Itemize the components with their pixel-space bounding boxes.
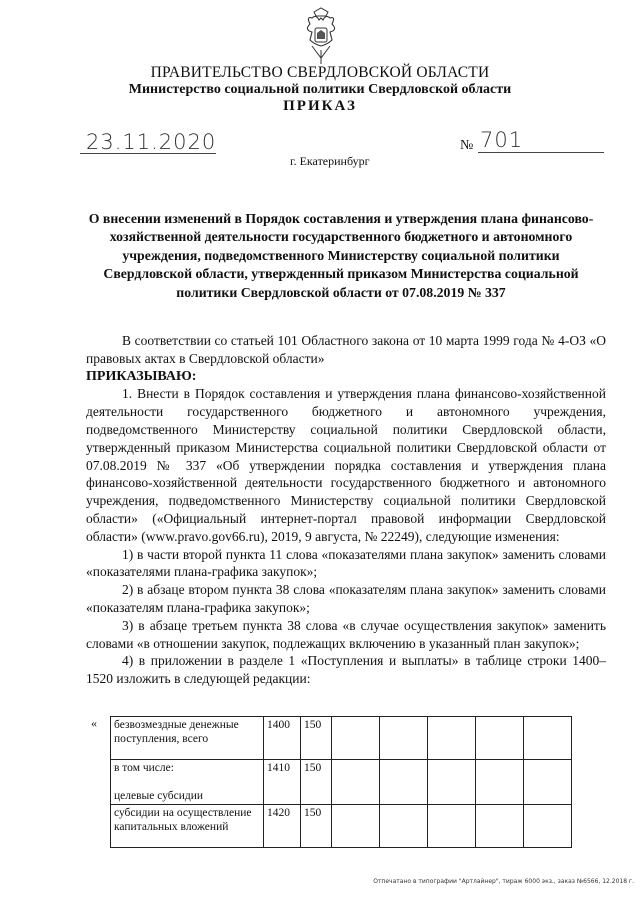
row-code: 1400 (264, 717, 301, 760)
document-type: ПРИКАЗ (283, 98, 357, 114)
table-row (111, 760, 572, 805)
empty-cell (380, 805, 428, 848)
item-paragraph: 1. Внести в Порядок составления и утверждения плана финансово-хозяйственной деятельности государственного бюджетного и автономного учреждения, подведомственного Министерству социальной политики Свердловской области, утвержденный приказом Министерства социальной политики Свердловской области от 07.08.2019 № 337 «Об утверждении порядка составления и утверждения плана финансово-хозяйственной деятельности государственного бюджетного и автономного учреждения, подведомственного Министерству социальной политики Свердловской области» («Официальный интернет-портал правовой информации Свердловской области» (www.pravo.gov66.ru), 2019, 9 августа, № 22249), следующие изменения: (86, 386, 606, 544)
row-name-line2: целевые субсидии (114, 790, 204, 802)
document-body (86, 332, 606, 688)
empty-cell (476, 760, 524, 805)
number-underline (478, 152, 604, 153)
empty-cell (476, 805, 524, 848)
empty-cell (380, 760, 428, 805)
empty-cell (332, 717, 380, 760)
document-number: 701 (480, 128, 524, 152)
row-code: 1410 (264, 760, 301, 805)
item-paragraph: 4) в приложении в разделе 1 «Поступления и выплаты» в таблице строки 1400–1520 изложить в следующей редакции: (86, 653, 606, 687)
empty-cell (428, 717, 476, 760)
government-name: ПРАВИТЕЛЬСТВО СВЕРДЛОВСКОЙ ОБЛАСТИ (150, 64, 490, 81)
document-date: 23.11.2020 (86, 130, 217, 154)
empty-cell (332, 805, 380, 848)
item-paragraph: 1) в части второй пункта 11 слова «показателями плана закупок» заменить словами «показателями плана-графика закупок»; (86, 546, 606, 580)
open-quote: « (91, 716, 97, 730)
revenue-table (110, 716, 572, 848)
table-row (111, 717, 572, 760)
empty-cell (524, 760, 572, 805)
table-row (111, 805, 572, 848)
empty-cell (428, 805, 476, 848)
empty-cell (524, 717, 572, 760)
item-paragraph: 3) в абзаце третьем пункта 38 слова «в случае осуществления закупок» заменить словами «в отношении закупок, подлежащих включению в указанный план закупок»; (86, 617, 606, 651)
empty-cell (428, 760, 476, 805)
row-kbk: 150 (301, 717, 332, 760)
row-code: 1420 (264, 805, 301, 848)
row-name-line1: в том числе: (114, 762, 174, 774)
ministry-name: Министерство социальной политики Свердловской области (128, 82, 512, 97)
row-name (111, 760, 264, 805)
order-word: ПРИКАЗЫВАЮ: (86, 368, 197, 384)
empty-cell (380, 717, 428, 760)
row-kbk: 150 (301, 760, 332, 805)
empty-cell (476, 717, 524, 760)
empty-cell (332, 760, 380, 805)
row-kbk: 150 (301, 805, 332, 848)
date-underline (80, 153, 216, 154)
row-name: субсидии на осуществление капитальных вложений (111, 805, 264, 848)
city: г. Екатеринбург (290, 154, 370, 168)
empty-cell (524, 805, 572, 848)
print-footer: Отпечатано в типографии "Артлайнер", тираж 6000 экз., заказ №6566, 12.2018 г. (373, 878, 634, 885)
row-name: безвозмездные денежные поступления, всего (111, 717, 264, 760)
intro-paragraph: В соответствии со статьей 101 Областного закона от 10 марта 1999 года № 4-ОЗ «О правовых актах в Свердловской области» (86, 333, 606, 366)
document-title: О внесении изменений в Порядок составления и утверждения плана финансово-хозяйственной деятельности государственного бюджетного и автономного учреждения, подведомственного Министерству социальной политики Свердловской области, утвержденный приказом Министерства социальной политики Свердловской области от 07.08.2019 № 337 (88, 211, 594, 300)
coat-of-arms-icon (304, 6, 338, 66)
number-label: № (460, 138, 474, 153)
item-paragraph: 2) в абзаце втором пункта 38 слова «показателям плана закупок» заменить словами «показателям плана-графика закупок»; (86, 582, 606, 615)
